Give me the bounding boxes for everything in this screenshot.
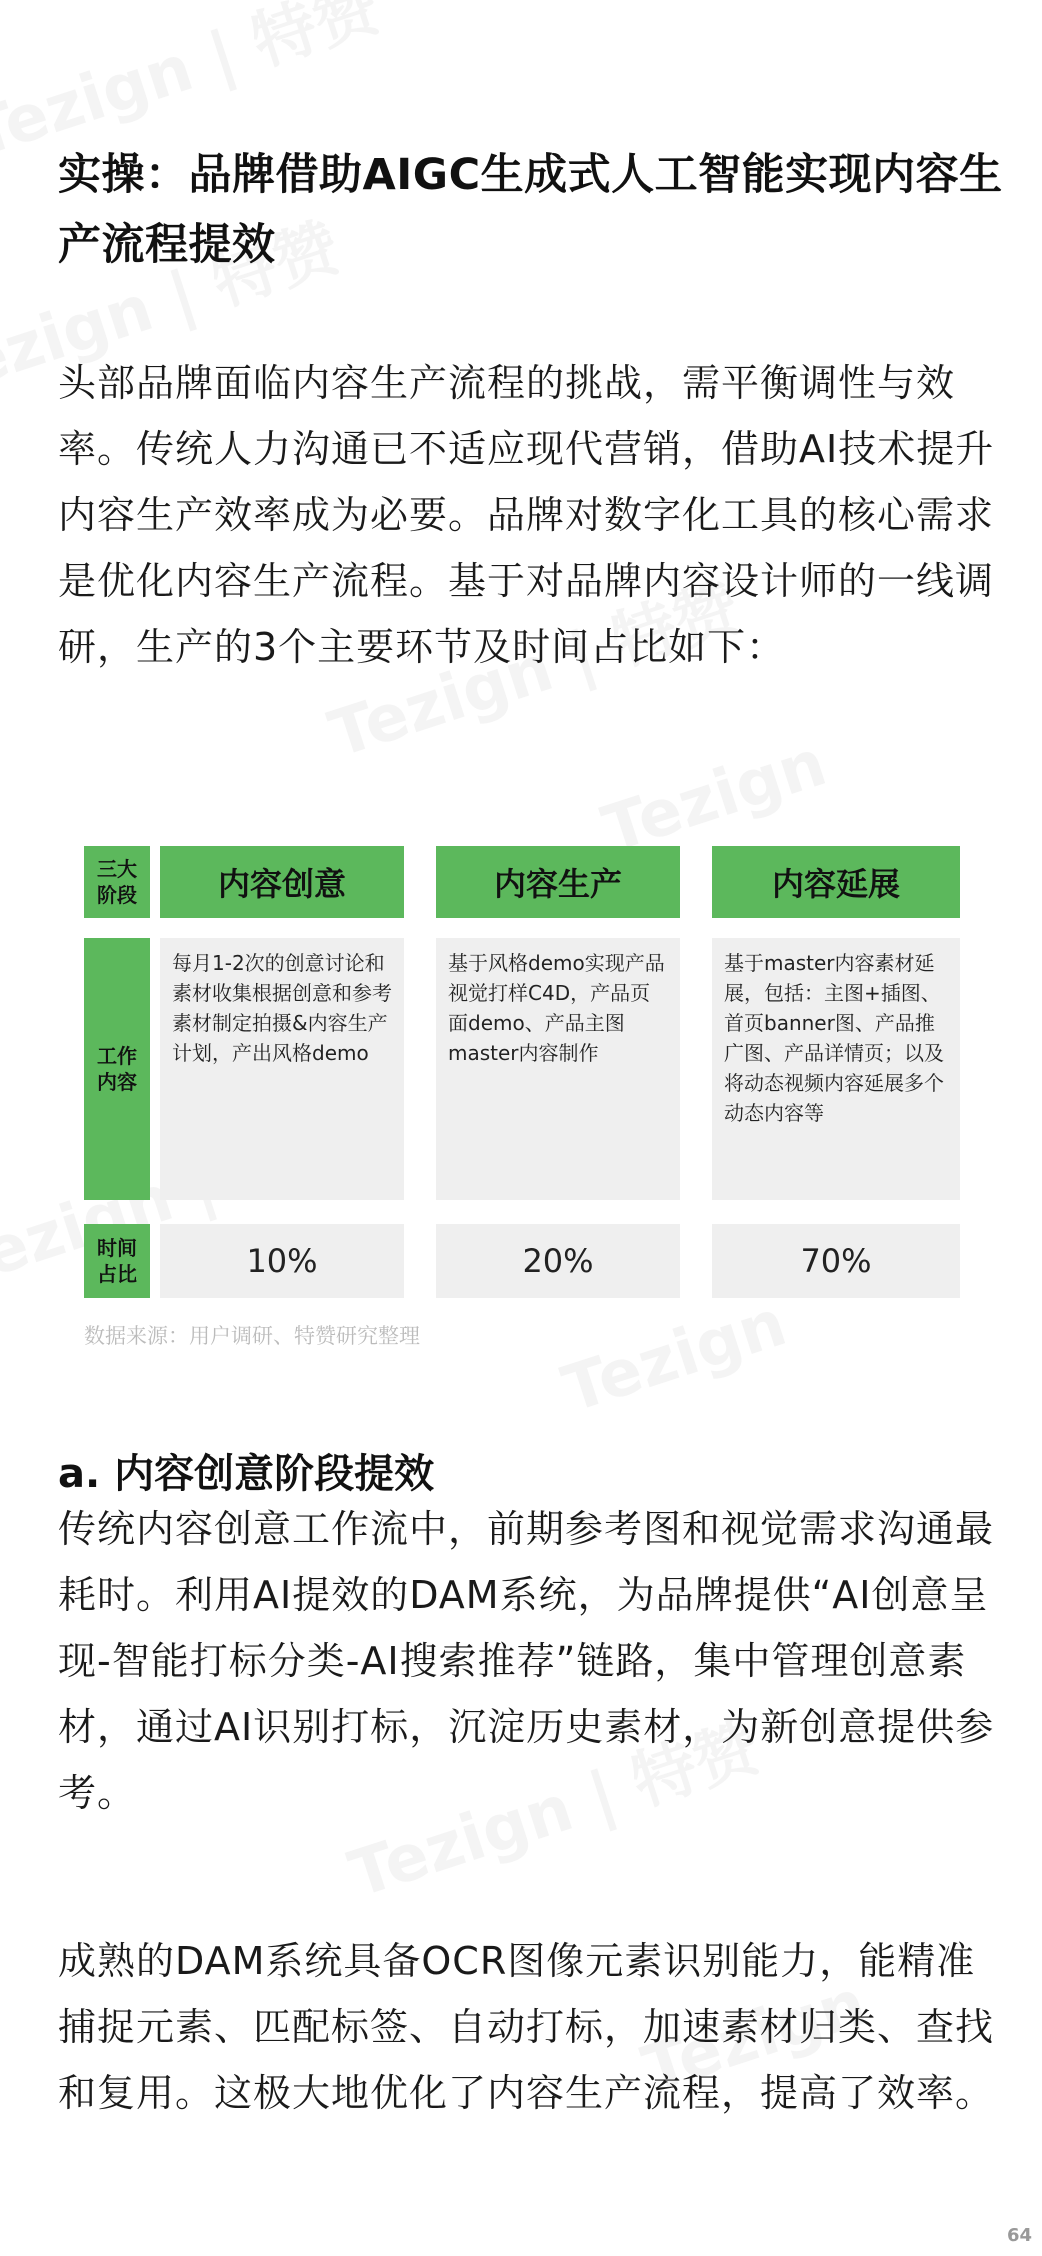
intro-paragraph: 头部品牌面临内容生产流程的挑战，需平衡调性与效率。传统人力沟通已不适应现代营销，借助AI技术提升内容生产效率成为必要。品牌对数字化工具的核心需求是优化内容生产流程。基于对品牌内容设计师的一线调研，生产的3个主要环节及时间占比如下： xyxy=(58,361,995,669)
time-share-cell: 10% xyxy=(160,1224,404,1298)
data-source-note: 数据来源：用户调研、特赞研究整理 xyxy=(84,1324,420,1348)
stage-header: 内容创意 xyxy=(160,846,404,918)
row-label-stage: 三大 阶段 xyxy=(84,846,150,918)
page-number: 64 xyxy=(1006,2225,1032,2246)
section-paragraph: 成熟的DAM系统具备OCR图像元素识别能力，能精准捕捉元素、匹配标签、自动打标，加速素材归类、查找和复用。这极大地优化了内容生产流程，提高了效率。 xyxy=(58,1939,995,2115)
work-cell: 每月1-2次的创意讨论和素材收集根据创意和参考素材制定拍摄&内容生产计划，产出风格demo xyxy=(160,938,404,1200)
row-label-work: 工作 内容 xyxy=(84,938,150,1200)
section-paragraph: 传统内容创意工作流中，前期参考图和视觉需求沟通最耗时。利用AI提效的DAM系统，为品牌提供“AI创意呈现-智能打标分类-AI搜索推荐”链路，集中管理创意素材，通过AI识别打标，沉淀历史素材，为新创意提供参考。 xyxy=(58,1507,995,1815)
stage-table xyxy=(84,846,960,1298)
section-heading: a. 内容创意阶段提效 xyxy=(58,1451,435,1497)
page-title: 实操：品牌借助AIGC生成式人工智能实现内容生产流程提效 xyxy=(58,150,1003,270)
time-share-cell: 70% xyxy=(712,1224,960,1298)
stage-header: 内容延展 xyxy=(712,846,960,918)
time-share-cell: 20% xyxy=(436,1224,680,1298)
work-cell: 基于风格demo实现产品视觉打样C4D，产品页面demo、产品主图master内容制作 xyxy=(436,938,680,1200)
row-label-time: 时间 占比 xyxy=(84,1224,150,1298)
stage-header: 内容生产 xyxy=(436,846,680,918)
work-cell: 基于master内容素材延展，包括：主图+插图、首页banner图、产品推广图、产品详情页；以及将动态视频内容延展多个动态内容等 xyxy=(712,938,960,1200)
